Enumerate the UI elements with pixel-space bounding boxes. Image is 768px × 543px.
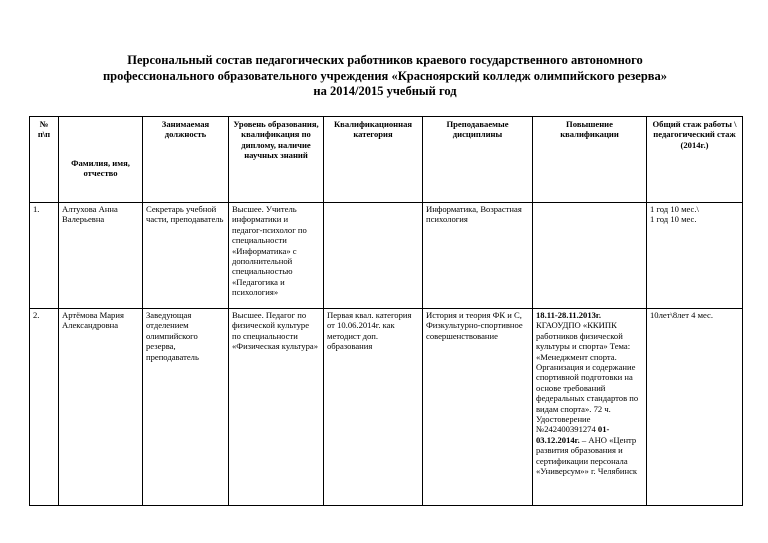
cell-category (324, 203, 423, 309)
cell-subjects: Информатика, Возрастная психология (423, 203, 533, 309)
title-line-1: Персональный состав педагогических работников краевого государственного автономного (127, 53, 643, 67)
training-date-1: 18.11-28.11.2013г. (536, 310, 602, 320)
cell-fio: Артёмова Мария Александровна (59, 309, 143, 506)
header-category: Квалификационная категория (324, 117, 423, 203)
cell-subjects: История и теория ФК и С, Физкультурно-спортивное совершенствование (423, 309, 533, 506)
staff-table (29, 116, 743, 506)
cell-experience: 10лет\8лет 4 мес. (647, 309, 743, 506)
cell-num: 2. (30, 309, 59, 506)
header-education: Уровень образования, квалификация по диплому, наличие научных знаний (229, 117, 324, 203)
cell-num: 1. (30, 203, 59, 309)
cell-training (533, 203, 647, 309)
training-date-2: 01-03.12.2014г. (536, 424, 610, 445)
header-num: № п\п (30, 117, 59, 203)
cell-experience (647, 203, 743, 309)
header-subjects: Преподаваемые дисциплины (423, 117, 533, 203)
header-experience: Общий стаж работы \ педагогический стаж (2014г.) (647, 117, 743, 203)
table-header-row (30, 117, 743, 203)
cell-position: Секретарь учебной части, преподаватель (143, 203, 229, 309)
header-fio: Фамилия, имя, отчество (59, 117, 143, 203)
cell-training (533, 309, 647, 506)
cell-category: Первая квал. категория от 10.06.2014г. как методист доп. образования (324, 309, 423, 506)
document-title (60, 53, 710, 100)
cell-position: Заведующая отделением олимпийского резерва, преподаватель (143, 309, 229, 506)
title-line-3: на 2014/2015 учебный год (313, 84, 457, 98)
training-text-1: КГАОУДПО «ККИПК работников физической культуры и спорта» Тема: «Менеджмент спорта. Организация и содержание спортивной подготовки на основе требований федеральных стандартов по видам спорта». 72 ч. Удостоверение №242400391274 (536, 320, 639, 435)
table-row (30, 203, 743, 309)
experience-total: 1 год 10 мес.\ (650, 204, 699, 214)
cell-education: Высшее. Педагог по физической культуре по специальности «Физическая культура» (229, 309, 324, 506)
header-position: Занимаемая должность (143, 117, 229, 203)
experience-pedagogical: 1 год 10 мес. (650, 214, 697, 225)
title-line-2: профессионального образовательного учреждения «Красноярский колледж олимпийского резерва» (102, 68, 668, 83)
table-row (30, 309, 743, 506)
header-training: Повышение квалификации (533, 117, 647, 203)
cell-education: Высшее. Учитель информатики и педагог-психолог по специальности «Информатика» с дополнительной специальностью «Педагогика и психология» (229, 203, 324, 309)
cell-fio: Алтухова Анна Валерьевна (59, 203, 143, 309)
training-text-2: – АНО «Центр развития образования и сертификации персонала «Универсум»» г. Челябинск (536, 434, 638, 477)
